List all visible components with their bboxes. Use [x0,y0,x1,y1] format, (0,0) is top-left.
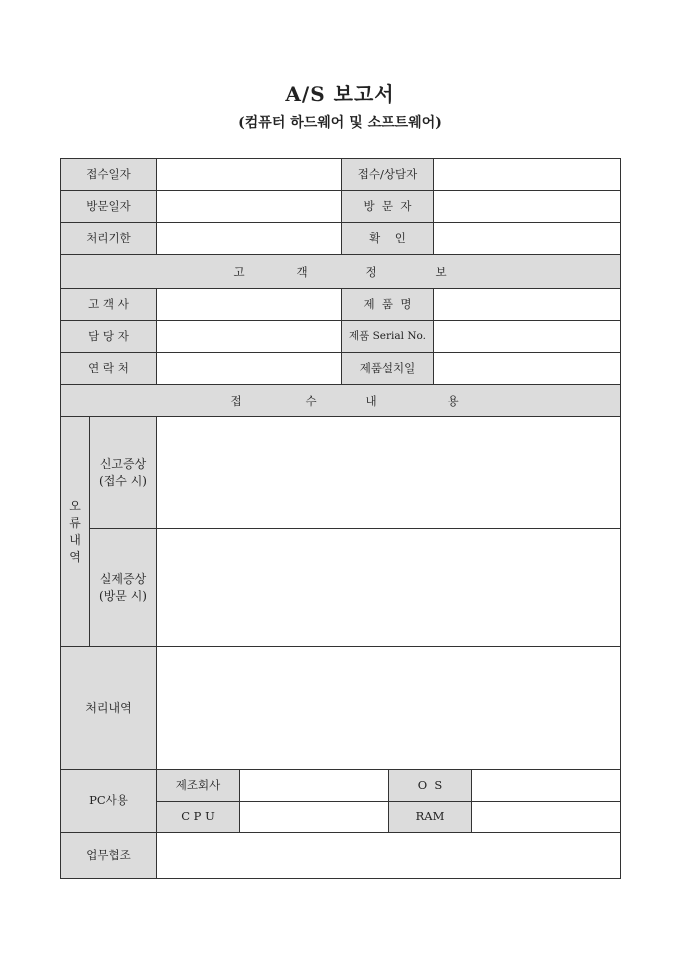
pc-usage-label: PC사용 [60,769,157,833]
contact-label: 연 락 처 [60,352,157,385]
customer-header-char: 정 [365,264,377,279]
cpu-field[interactable] [239,801,389,833]
reported-symptom-field[interactable] [156,416,621,529]
serial-field[interactable] [433,320,621,353]
receiver-label: 접수/상담자 [341,158,434,191]
error-section-char: 류 [69,515,81,530]
error-section-label [60,416,90,647]
actual-symptom-title: 실제증상 [99,571,147,586]
company-field[interactable] [156,288,342,321]
cooperation-label: 업무협조 [60,832,157,879]
contact-field[interactable] [156,352,342,385]
confirm-label: 확 인 [341,222,434,255]
document-subtitle: (컴퓨터 하드웨어 및 소프트웨어) [238,115,442,131]
ram-label: RAM [388,801,472,833]
product-name-label: 제 품 명 [341,288,434,321]
manager-label: 담 당 자 [60,320,157,353]
content-header-char: 접 [230,393,242,408]
manager-field[interactable] [156,320,342,353]
reported-symptom-title: 신고증상 [99,456,147,471]
customer-header-char: 고 [233,264,245,279]
os-label: O S [388,769,472,802]
content-header-char: 수 [305,393,317,408]
content-header [60,384,621,417]
os-field[interactable] [471,769,621,802]
visitor-label: 방 문 자 [341,190,434,223]
actual-symptom-label [89,528,157,647]
processing-field[interactable] [156,646,621,770]
customer-info-header [60,254,621,289]
receiver-field[interactable] [433,158,621,191]
error-section-char: 내 [69,532,81,547]
cpu-label: C P U [156,801,240,833]
error-section-char: 오 [69,498,81,513]
received-date-field[interactable] [156,158,342,191]
content-header-char: 용 [447,393,459,408]
visit-date-label: 방문일자 [60,190,157,223]
customer-header-char: 객 [296,264,308,279]
error-section-char: 역 [69,549,81,564]
content-header-char: 내 [365,393,377,408]
document-title: A/S 보고서 [285,82,395,106]
install-date-label: 제품설치일 [341,352,434,385]
ram-field[interactable] [471,801,621,833]
serial-label: 제품 Serial No. [341,320,434,353]
visitor-field[interactable] [433,190,621,223]
reported-symptom-note: (접수 시) [99,473,147,488]
install-date-field[interactable] [433,352,621,385]
deadline-field[interactable] [156,222,342,255]
actual-symptom-field[interactable] [156,528,621,647]
processing-label: 처리내역 [60,646,157,770]
customer-header-char: 보 [435,264,447,279]
company-label: 고 객 사 [60,288,157,321]
reported-symptom-label [89,416,157,529]
cooperation-field[interactable] [156,832,621,879]
visit-date-field[interactable] [156,190,342,223]
manufacturer-field[interactable] [239,769,389,802]
actual-symptom-note: (방문 시) [99,588,147,603]
received-date-label: 접수일자 [60,158,157,191]
deadline-label: 처리기한 [60,222,157,255]
product-name-field[interactable] [433,288,621,321]
confirm-field[interactable] [433,222,621,255]
manufacturer-label: 제조회사 [156,769,240,802]
